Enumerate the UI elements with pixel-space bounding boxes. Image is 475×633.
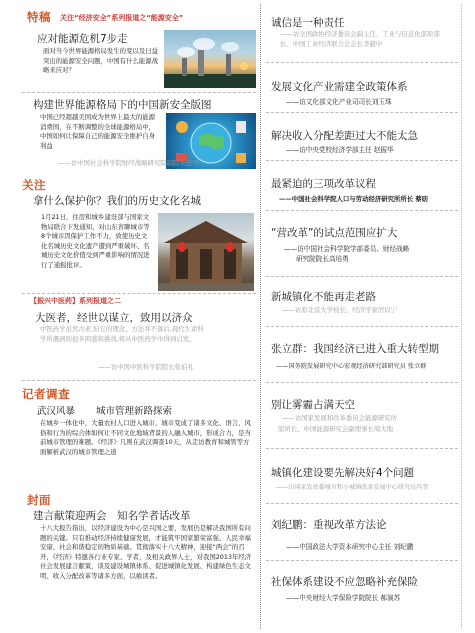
toc-source-10: ——中国政法大学资本研究中心主任 刘纪鹏 xyxy=(286,543,414,551)
divider xyxy=(266,160,458,161)
toc-source-2: ——访文化部文化产业司司长刘玉珠 xyxy=(286,98,392,106)
article-title-energy-landscape[interactable]: 构建世界能源格局下的中国新安全版图 xyxy=(33,99,212,111)
section-label-jizhe: 记者调查 xyxy=(22,387,70,401)
historic-building-photo xyxy=(158,213,254,291)
article-summary-energy-steps: 面对当今世界能源格局发生的变以及日益突出的能源安全问题，中国有什么能源战略来应对？ xyxy=(43,47,159,75)
toc-source-6: ——访原北京大学校长、经济学家厉以宁 xyxy=(282,306,398,314)
article-summary-cover: 十八大报告指出，以经济建设为中心是兴国之要，发展仍是解决我国所有问题的关键。只有推动经济持续健康发展，才能筑牢国家繁荣富强、人民幸福安康、社会和谐稳定的物质基础。贯彻落实十八大精神，迎接“两会”的召开，《经济》特邀各行业专家、学者，及相关政界人士，对我国2013年经济社会发展建言献策，谈及建设城镇体系、促进城镇化发展、构建绿色生态文明、收入分配改革等诸多方面，以飨读者。 xyxy=(40,524,252,580)
article-title-cover[interactable]: 建言献策迎两会 知名学者话改革 xyxy=(33,510,191,522)
toc-source-3: ——访中央党校经济学部主任 赵振华 xyxy=(286,146,394,154)
section-label-fengmian: 封面 xyxy=(27,493,51,507)
toc-source-5b: 研究院院长高培勇 xyxy=(296,255,349,263)
article-title-wuhan-b[interactable]: 城市管理新路探索 xyxy=(96,406,173,417)
column-divider xyxy=(260,4,261,629)
section-label-guanzhu: 关注 xyxy=(22,178,46,192)
divider xyxy=(22,92,256,93)
source-line-energy-landscape: ——访中国社会科学院财经战略研究院副院长史丹 xyxy=(58,159,199,167)
article-summary-wuhan: 在城乡一体化中，大量农村人口进入城市，城市变成了诸多文化、语言、风俗和行为的综合体如何让不同文化地域背景的人融入城市，形成合力，是当前城市管理的难题。《经济》几则在武汉调查10天，从走访教育和城管等方面解析武汉的城市管理之道 xyxy=(40,419,251,456)
article-title-wuhan-a[interactable]: 武汉风暴 xyxy=(37,406,76,417)
article-title-tcm[interactable]: 大医者，经世以谋立，致用以济众 xyxy=(35,312,193,324)
toc-source-7: ——国务院发展研究中心宏观经济研究部研究员 张立群 xyxy=(276,363,427,370)
toc-source-9: ——访国家发改委城市和小城镇改革发展中心研究员冯奎 xyxy=(276,484,429,491)
divider xyxy=(266,326,458,327)
divider xyxy=(266,276,458,277)
energy-plant-photo xyxy=(164,30,256,88)
divider xyxy=(266,112,458,113)
series-label: 关注“经济安全”系列报道之“能源安全” xyxy=(60,14,184,22)
section-label-tejia: 特稿 xyxy=(27,10,51,24)
article-summary-tcm: 中医药学虽然古老,但它的理念、方法并不落后,现代生命科学所遇到的很多困惑和挑战,将从中医药学中得到启发。 xyxy=(40,325,204,343)
divider xyxy=(22,293,256,294)
toc-title-10[interactable]: 刘纪鹏：重视改革方法论 xyxy=(271,519,387,531)
article-summary-energy-landscape: 中国已经超越美国成为世界上最大的能源消费国，在不断调整的全球能源格局中，中国如何让保障自己的能源安全维护自身利益 xyxy=(40,113,156,150)
source-line-tcm: ——访中国中医科学院院长张伯礼 xyxy=(98,363,194,371)
divider xyxy=(266,448,458,449)
divider xyxy=(22,380,256,381)
divider xyxy=(266,382,458,383)
toc-source-4: ——中国社会科学院人口与劳动经济研究所所长 蔡昉 xyxy=(279,195,429,203)
toc-title-7[interactable]: 张立群：我国经济已进入重大转型期 xyxy=(271,343,439,355)
toc-title-1[interactable]: 诚信是一种责任 xyxy=(271,17,345,29)
article-summary-historic-cities: 1月21日，住房和城乡建设部与国家文物局联合下发通知，对山东省聊城市等8个城市因保护工作不力，致使历史文化名城历史文化遗产遭到严重破坏、名城历史文化价值受到严重影响的情况进行了通报批评。 xyxy=(41,213,150,269)
toc-title-3[interactable]: 解决收入分配差距过大不能太急 xyxy=(271,130,418,142)
toc-source-11: ——中央财经大学保险学院院长 郝演苏 xyxy=(286,594,401,602)
divider xyxy=(266,62,458,63)
toc-title-2[interactable]: 发展文化产业需建全政策体系 xyxy=(271,81,408,93)
divider xyxy=(266,503,458,504)
article-title-energy-steps[interactable]: 应对能源危机7步走 xyxy=(37,33,128,45)
toc-title-6[interactable]: 新城镇化不能再走老路 xyxy=(271,291,376,303)
toc-source-8a: ——访国家发展和改革委员会能源研究所 xyxy=(282,414,398,422)
divider xyxy=(266,560,458,561)
toc-title-4[interactable]: 最紧迫的三项改革议程 xyxy=(271,178,376,190)
toc-title-8[interactable]: 别让雾霾占满天空 xyxy=(271,399,355,411)
series-tag-tcm: 【振兴中医药】系列报道之二 xyxy=(30,297,121,305)
toc-source-8b: 原所长、中国能源研究会副理事长周大地 xyxy=(278,425,394,433)
toc-source-1: ——访全国政协经济委员会副主任，工业与信息化部原部长、中国工业经济联合会会长李毅中 xyxy=(280,30,440,48)
article-title-historic-cities[interactable]: 拿什么保护你？我们的历史文化名城 xyxy=(33,195,201,207)
toc-title-5[interactable]: “营改革”的试点范围应扩大 xyxy=(271,227,398,239)
page-edge-line xyxy=(461,4,462,629)
toc-source-5a: ——访中国社会科学院学部委员、财经战略 xyxy=(284,245,410,253)
toc-title-9[interactable]: 城镇化建设要先解决好4个问题 xyxy=(271,467,415,479)
toc-title-11[interactable]: 社保体系建设不应忽略补充保险 xyxy=(271,576,418,588)
divider xyxy=(266,210,458,211)
